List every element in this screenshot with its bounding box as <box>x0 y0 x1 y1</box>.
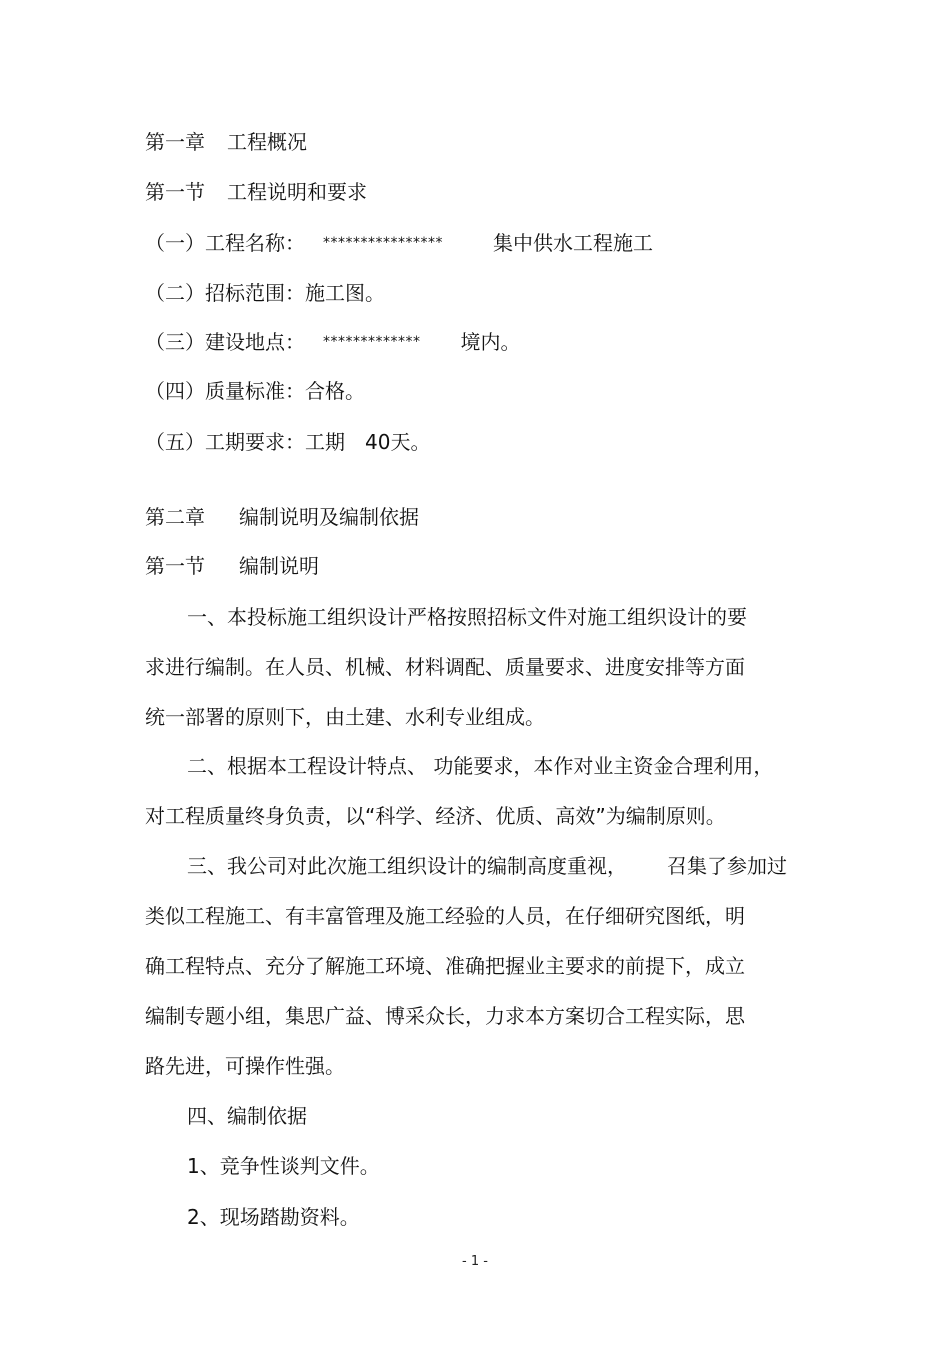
chapter-2-title: 编制说明及编制依据 <box>239 505 419 529</box>
section-2-1-heading <box>145 552 319 580</box>
redacted-text: **************** <box>323 235 443 251</box>
section-2-1-label: 第一节 <box>145 554 205 578</box>
item-quality-standard <box>145 377 365 405</box>
basis-item: 2、现场踏勘资料。 <box>187 1205 360 1229</box>
item-value-suffix: 天。 <box>390 430 431 454</box>
basis-heading: 四、编制依据 <box>187 1104 307 1128</box>
item-duration <box>145 428 430 456</box>
item-value-prefix: 工期 <box>305 430 345 454</box>
item-construction-site <box>145 328 521 356</box>
paragraph-text: 三、我公司对此次施工组织设计的编制高度重视， <box>187 854 627 878</box>
item-bid-scope <box>145 279 385 307</box>
item-value: 境内。 <box>460 330 521 354</box>
item-label: （四）质量标准： <box>145 379 305 403</box>
page-number: - 1 - <box>462 1254 488 1269</box>
paragraph-line: 路先进，可操作性强。 <box>145 1054 345 1078</box>
paragraph-line: 求进行编制。在人员、机械、材料调配、质量要求、进度安排等方面 <box>145 655 745 679</box>
paragraph-text: 召集了参加过 <box>667 854 787 878</box>
item-label: （三）建设地点： <box>145 330 305 354</box>
section-2-1-title: 编制说明 <box>239 554 319 578</box>
item-label: （二）招标范围： <box>145 281 305 305</box>
section-1-1-label: 第一节 <box>145 180 205 204</box>
paragraph-line: 统一部署的原则下，由土建、水利专业组成。 <box>145 705 545 729</box>
item-label: （一）工程名称： <box>145 231 305 255</box>
paragraph-line: 一、本投标施工组织设计严格按照招标文件对施工组织设计的要 <box>187 605 747 629</box>
paragraph-line: 编制专题小组，集思广益、博采众长，力求本方案切合工程实际，思 <box>145 1004 745 1028</box>
chapter-1-title: 工程概况 <box>227 130 307 154</box>
chapter-2-heading <box>145 503 419 531</box>
chapter-1-label: 第一章 <box>145 130 205 154</box>
paragraph-line: 对工程质量终身负责，以“科学、经济、优质、高效”为编制原则。 <box>145 804 726 828</box>
paragraph-line: 二、根据本工程设计特点、 功能要求，本作对业主资金合理利用， <box>187 754 774 778</box>
paragraph-line <box>187 852 787 880</box>
chapter-2-label: 第二章 <box>145 505 205 529</box>
basis-item: 1、竞争性谈判文件。 <box>187 1154 380 1178</box>
section-1-1-title: 工程说明和要求 <box>227 180 367 204</box>
paragraph-line: 类似工程施工、有丰富管理及施工经验的人员，在仔细研究图纸，明 <box>145 904 745 928</box>
item-project-name <box>145 229 653 257</box>
redacted-text: ************* <box>323 334 421 350</box>
chapter-1-heading <box>145 128 307 156</box>
item-value: 集中供水工程施工 <box>493 231 653 255</box>
item-value-number: 40 <box>365 430 391 454</box>
item-label: （五）工期要求： <box>145 430 305 454</box>
paragraph-line: 确工程特点、充分了解施工环境、准确把握业主要求的前提下，成立 <box>145 954 745 978</box>
section-1-1-heading <box>145 178 367 206</box>
item-value: 合格。 <box>305 379 365 403</box>
item-value: 施工图。 <box>305 281 385 305</box>
